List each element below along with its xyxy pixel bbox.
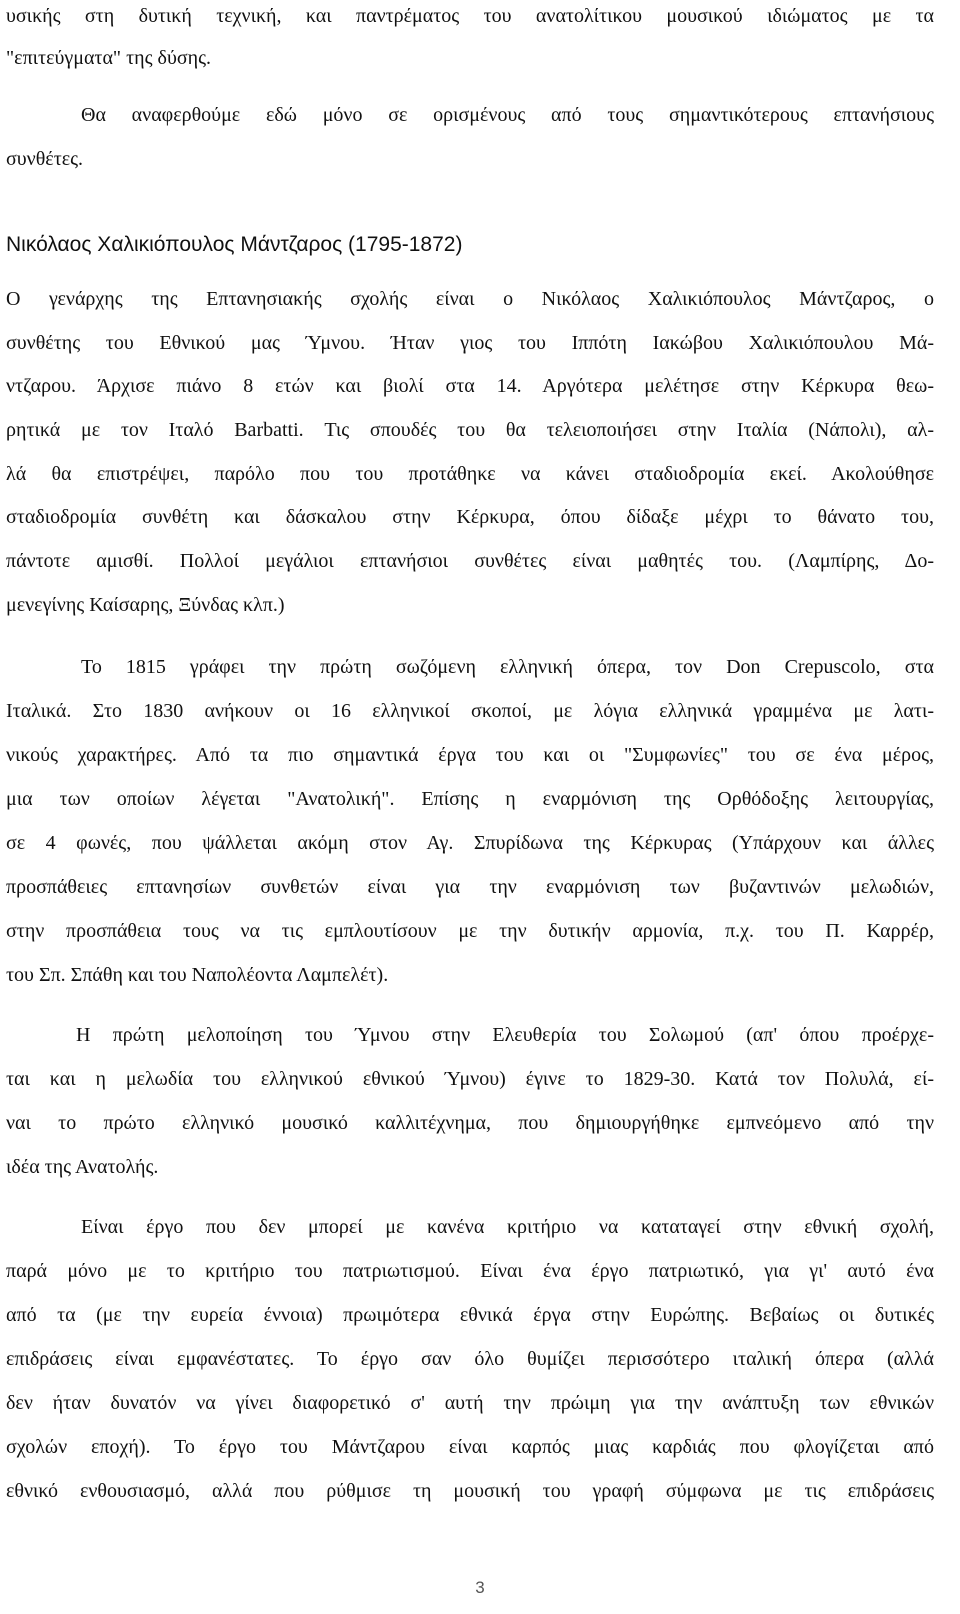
- text-line: Η πρώτη μελοποίηση του Ύμνου στην Ελευθερία του Σολωμού (απ' όπου προέρχε-: [76, 1024, 934, 1046]
- text-line: ρητικά με τον Ιταλό Barbatti. Τις σπουδές του θα τελειοποιήσει στην Ιταλία (Νάπολι), αλ-: [6, 419, 934, 441]
- text-line: πάντοτε αμισθί. Πολλοί μεγάλιοι επτανήσιοι συνθέτες είναι μαθητές του. (Λαμπίρης, Δο-: [6, 550, 934, 572]
- text-line: Το 1815 γράφει την πρώτη σωζόμενη ελληνική όπερα, τον Don Crepuscolo, στα: [81, 656, 934, 678]
- text-line: στην προσπάθεια τους να τις εμπλουτίσουν με την δυτικήν αρμονία, π.χ. του Π. Καρρέρ,: [6, 920, 934, 942]
- text-line: παρά μόνο με το κριτήριο του πατριωτισμού. Είναι ένα έργο πατριωτικό, για γι' αυτό ένα: [6, 1260, 934, 1282]
- text-line: ναι το πρώτο ελληνικό μουσικό καλλιτέχνημα, που δημιουργήθηκε εμπνεόμενο από την: [6, 1112, 934, 1134]
- text-line: εθνικό ενθουσιασμό, αλλά που ρύθμισε τη μουσική του γραφή σύμφωνα με τις επιδράσεις: [6, 1480, 934, 1502]
- text-line: σε 4 φωνές, που ψάλλεται ακόμη στον Αγ. Σπυρίδωνα της Κέρκυρας (Υπάρχουν και άλλες: [6, 832, 934, 854]
- text-line: επιδράσεις είναι εμφανέστατες. Το έργο σαν όλο θυμίζει περισσότερο ιταλική όπερα (αλλά: [6, 1348, 934, 1370]
- text-line: υσικής στη δυτική τεχνική, και παντρέματος του ανατολίτικου μουσικού ιδιώματος με τα: [6, 5, 934, 27]
- text-line: από τα (με την ευρεία έννοια) πρωιμότερα εθνικά έργα στην Ευρώπης. Βεβαίως οι δυτικές: [6, 1304, 934, 1326]
- text-line: μια των οποίων λέγεται "Ανατολική". Επίσης η εναρμόνιση της Ορθόδοξης λειτουργίας,: [6, 788, 934, 810]
- text-line: προσπάθειες επτανησίων συνθετών είναι για την εναρμόνιση των βυζαντινών μελωδιών,: [6, 876, 934, 898]
- text-line: λά θα επιστρέψει, παρόλο που του προτάθηκε να κάνει σταδιοδρομία εκεί. Ακολούθησε: [6, 463, 934, 485]
- text-line: δεν ήταν δυνατόν να γίνει διαφορετικό σ' αυτή την πρώιμη για την ανάπτυξη των εθνικών: [6, 1392, 934, 1414]
- text-line: σχολών εποχή). Το έργο του Μάντζαρου είναι καρπός μιας καρδιάς που φλογίζεται από: [6, 1436, 934, 1458]
- section-heading: Νικόλαος Χαλικιόπουλος Μάντζαρος (1795-1872): [6, 233, 463, 256]
- text-line: "επιτεύγματα" της δύσης.: [6, 47, 211, 69]
- page-number: 3: [475, 1578, 485, 1597]
- text-line: ται και η μελωδία του ελληνικού εθνικού Ύμνου) έγινε το 1829-30. Κατά τον Πολυλά, εί-: [6, 1068, 934, 1090]
- text-line: συνθέτες.: [6, 148, 84, 170]
- text-line: του Σπ. Σπάθη και του Ναπολέοντα Λαμπελέτ).: [6, 964, 389, 986]
- text-line: Θα αναφερθούμε εδώ μόνο σε ορισμένους από τους σημαντικότερους επτανήσιους: [81, 104, 934, 126]
- text-line: ντζαρου. Άρχισε πιάνο 8 ετών και βιολί στα 14. Αργότερα μελέτησε στην Κέρκυρα θεω-: [6, 375, 934, 397]
- text-line: μενεγίνης Καίσαρης, Ξύνδας κλπ.): [6, 594, 285, 616]
- text-line: Ιταλικά. Στο 1830 ανήκουν οι 16 ελληνικοί σκοποί, με λόγια ελληνικά γραμμένα με λατι-: [6, 700, 934, 722]
- text-line: σταδιοδρομία συνθέτη και δάσκαλου στην Κέρκυρα, όπου δίδαξε μέχρι το θάνατο του,: [6, 506, 934, 528]
- text-line: συνθέτης του Εθνικού μας Ύμνου. Ήταν γιος του Ιππότη Ιακώβου Χαλικιόπουλου Μά-: [6, 332, 934, 354]
- text-line: Είναι έργο που δεν μπορεί με κανένα κριτήριο να καταταγεί στην εθνική σχολή,: [81, 1216, 934, 1238]
- text-line: Ο γενάρχης της Επτανησιακής σχολής είναι ο Νικόλαος Χαλικιόπουλος Μάντζαρος, ο: [6, 288, 934, 310]
- text-line: νικούς χαρακτήρες. Από τα πιο σημαντικά έργα του και οι "Συμφωνίες" του σε ένα μέρος,: [6, 744, 934, 766]
- text-line: ιδέα της Ανατολής.: [6, 1156, 159, 1178]
